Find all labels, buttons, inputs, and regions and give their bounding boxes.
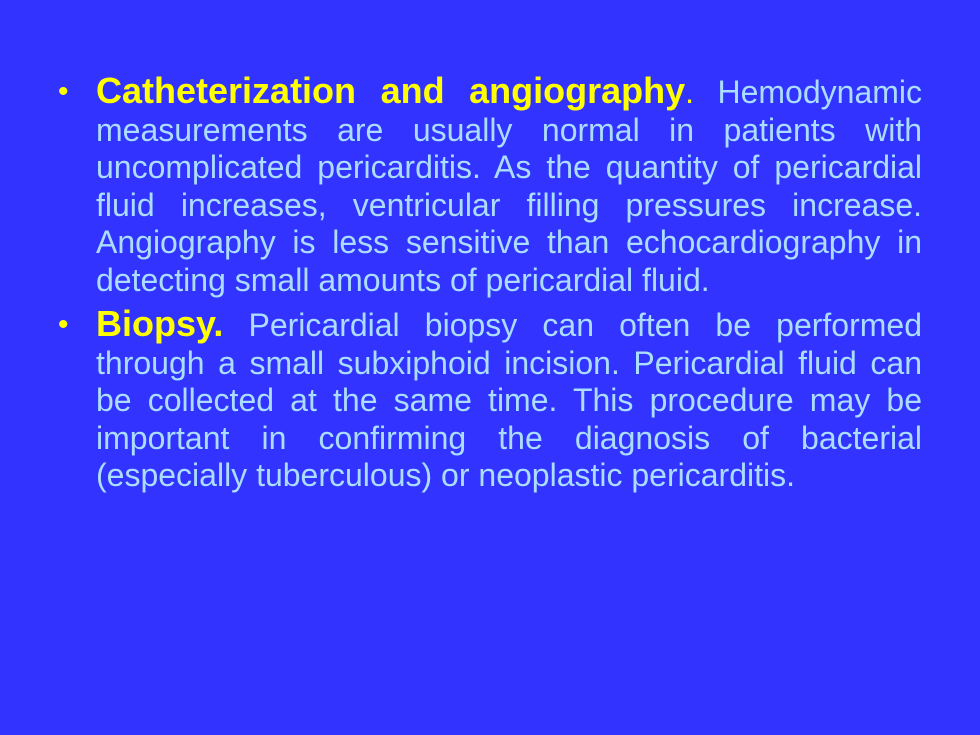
bullet-marker: • [58, 308, 69, 341]
bullet-item-biopsy [58, 305, 922, 495]
bullet-heading-separator: . [685, 74, 695, 110]
bullet-heading: Catheterization and angiography [96, 70, 686, 111]
bullet-body-text: Pericardial biopsy can often be performed through a small subxiphoid incision. Pericardial fluid can be collected at the same time. This procedure may be important in confirming the diagnosis of bacterial (especially tuberculous) or neoplastic pericarditis. [96, 307, 922, 493]
bullet-item-catheterization [58, 72, 922, 299]
bullet-heading: Biopsy. [96, 303, 224, 344]
bullet-list [58, 72, 922, 501]
bullet-marker: • [58, 75, 69, 108]
bullet-body-text: Hemodynamic measurements are usually normal in patients with uncomplicated pericarditis. As the quantity of pericardial fluid increases, ventricular filling pressures increase. Angiography is less sensitive than echocardiography in detecting small amounts of pericardial fluid. [96, 74, 922, 298]
